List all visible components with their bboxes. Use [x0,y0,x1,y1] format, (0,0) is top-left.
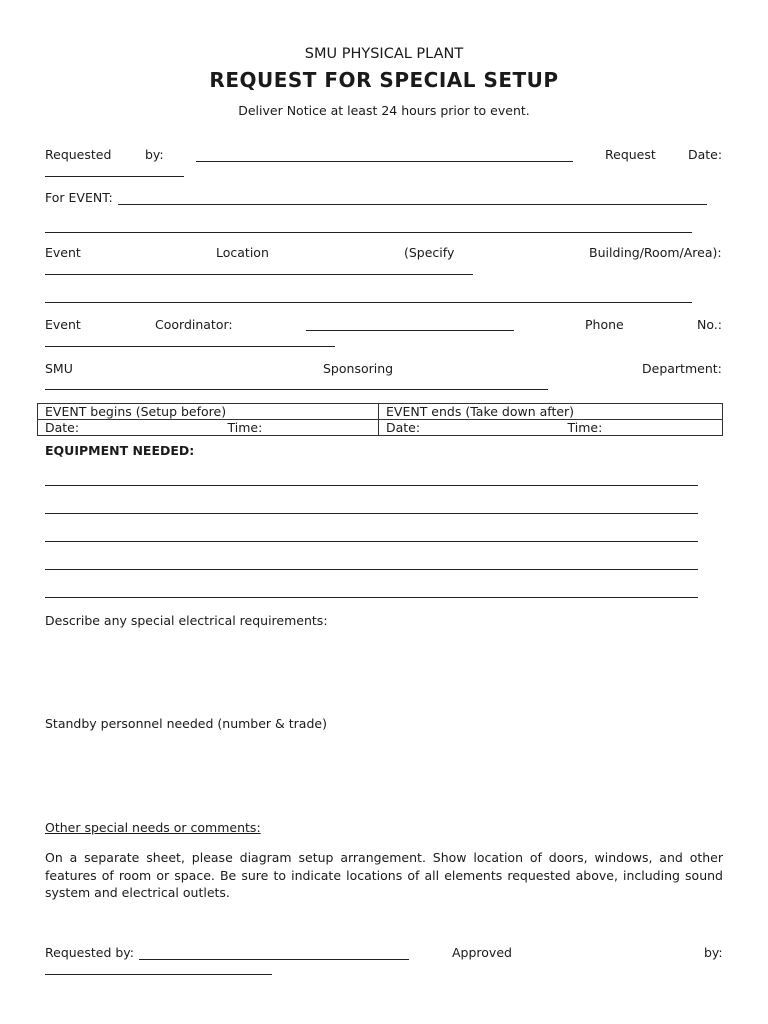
for-event-field[interactable] [118,204,707,205]
equipment-line-2[interactable] [45,513,698,514]
sponsoring-label: Sponsoring [323,361,394,376]
electrical-requirements-label: Describe any special electrical requirements: [45,613,328,628]
event-begins-header: EVENT begins (Setup before) [38,404,379,420]
equipment-line-1[interactable] [45,485,698,486]
event-ends-date-label: Date: [386,420,421,435]
event-location-field[interactable] [45,274,473,275]
event-location-label-location: Location [216,245,269,260]
footer-requested-by-field[interactable] [139,959,409,960]
event-begins-time-label: Time: [227,420,263,435]
event-ends-header: EVENT ends (Take down after) [379,404,723,420]
equipment-line-3[interactable] [45,541,698,542]
event-location-label-event: Event [45,245,81,260]
event-location-label-area: Building/Room/Area): [589,245,722,260]
requested-label: Requested [45,147,112,162]
event-location-label-specify: (Specify [404,245,455,260]
event-ends-cell[interactable] [379,420,723,436]
diagram-instructions: On a separate sheet, please diagram setup arrangement. Show location of doors, windows, and other features of room or space. Be sure to indicate locations of all elements requested above, including sound system and electrical outlets. [45,850,723,900]
organization-name: SMU PHYSICAL PLANT [304,46,464,62]
requested-by-field[interactable] [196,161,573,162]
footer-requested-by-label: Requested by: [45,945,135,960]
footer-approved-by-label: by: [704,945,723,960]
coordinator-label: Coordinator: [155,317,233,332]
request-date-field[interactable] [45,176,184,177]
standby-personnel-label: Standby personnel needed (number & trade) [45,716,327,731]
form-title: REQUEST FOR SPECIAL SETUP [209,68,559,92]
equipment-line-4[interactable] [45,569,698,570]
event-schedule-table [37,403,723,436]
event-ends-time-label: Time: [567,420,603,435]
event-location-field-continued[interactable] [45,302,692,303]
footer-approved-by-field[interactable] [45,974,272,975]
other-needs-heading: Other special needs or comments: [45,820,261,835]
event-begins-date-label: Date: [45,420,80,435]
delivery-notice: Deliver Notice at least 24 hours prior to event. [238,103,530,118]
department-label: Department: [642,361,722,376]
equipment-line-5[interactable] [45,597,698,598]
for-event-field-continued[interactable] [45,232,692,233]
equipment-heading: EQUIPMENT NEEDED: [45,443,195,458]
coordinator-label-event: Event [45,317,81,332]
phone-label: Phone [585,317,624,332]
for-event-label: For EVENT: [45,190,113,205]
requested-by-label: by: [145,147,164,162]
footer-approved-label: Approved [452,945,512,960]
department-field[interactable] [45,389,548,390]
event-begins-cell[interactable] [38,420,379,436]
request-label: Request [605,147,656,162]
request-date-label: Date: [688,147,723,162]
coordinator-field[interactable] [306,330,514,331]
phone-field[interactable] [45,346,335,347]
smu-label: SMU [45,361,73,376]
phone-no-label: No.: [697,317,722,332]
